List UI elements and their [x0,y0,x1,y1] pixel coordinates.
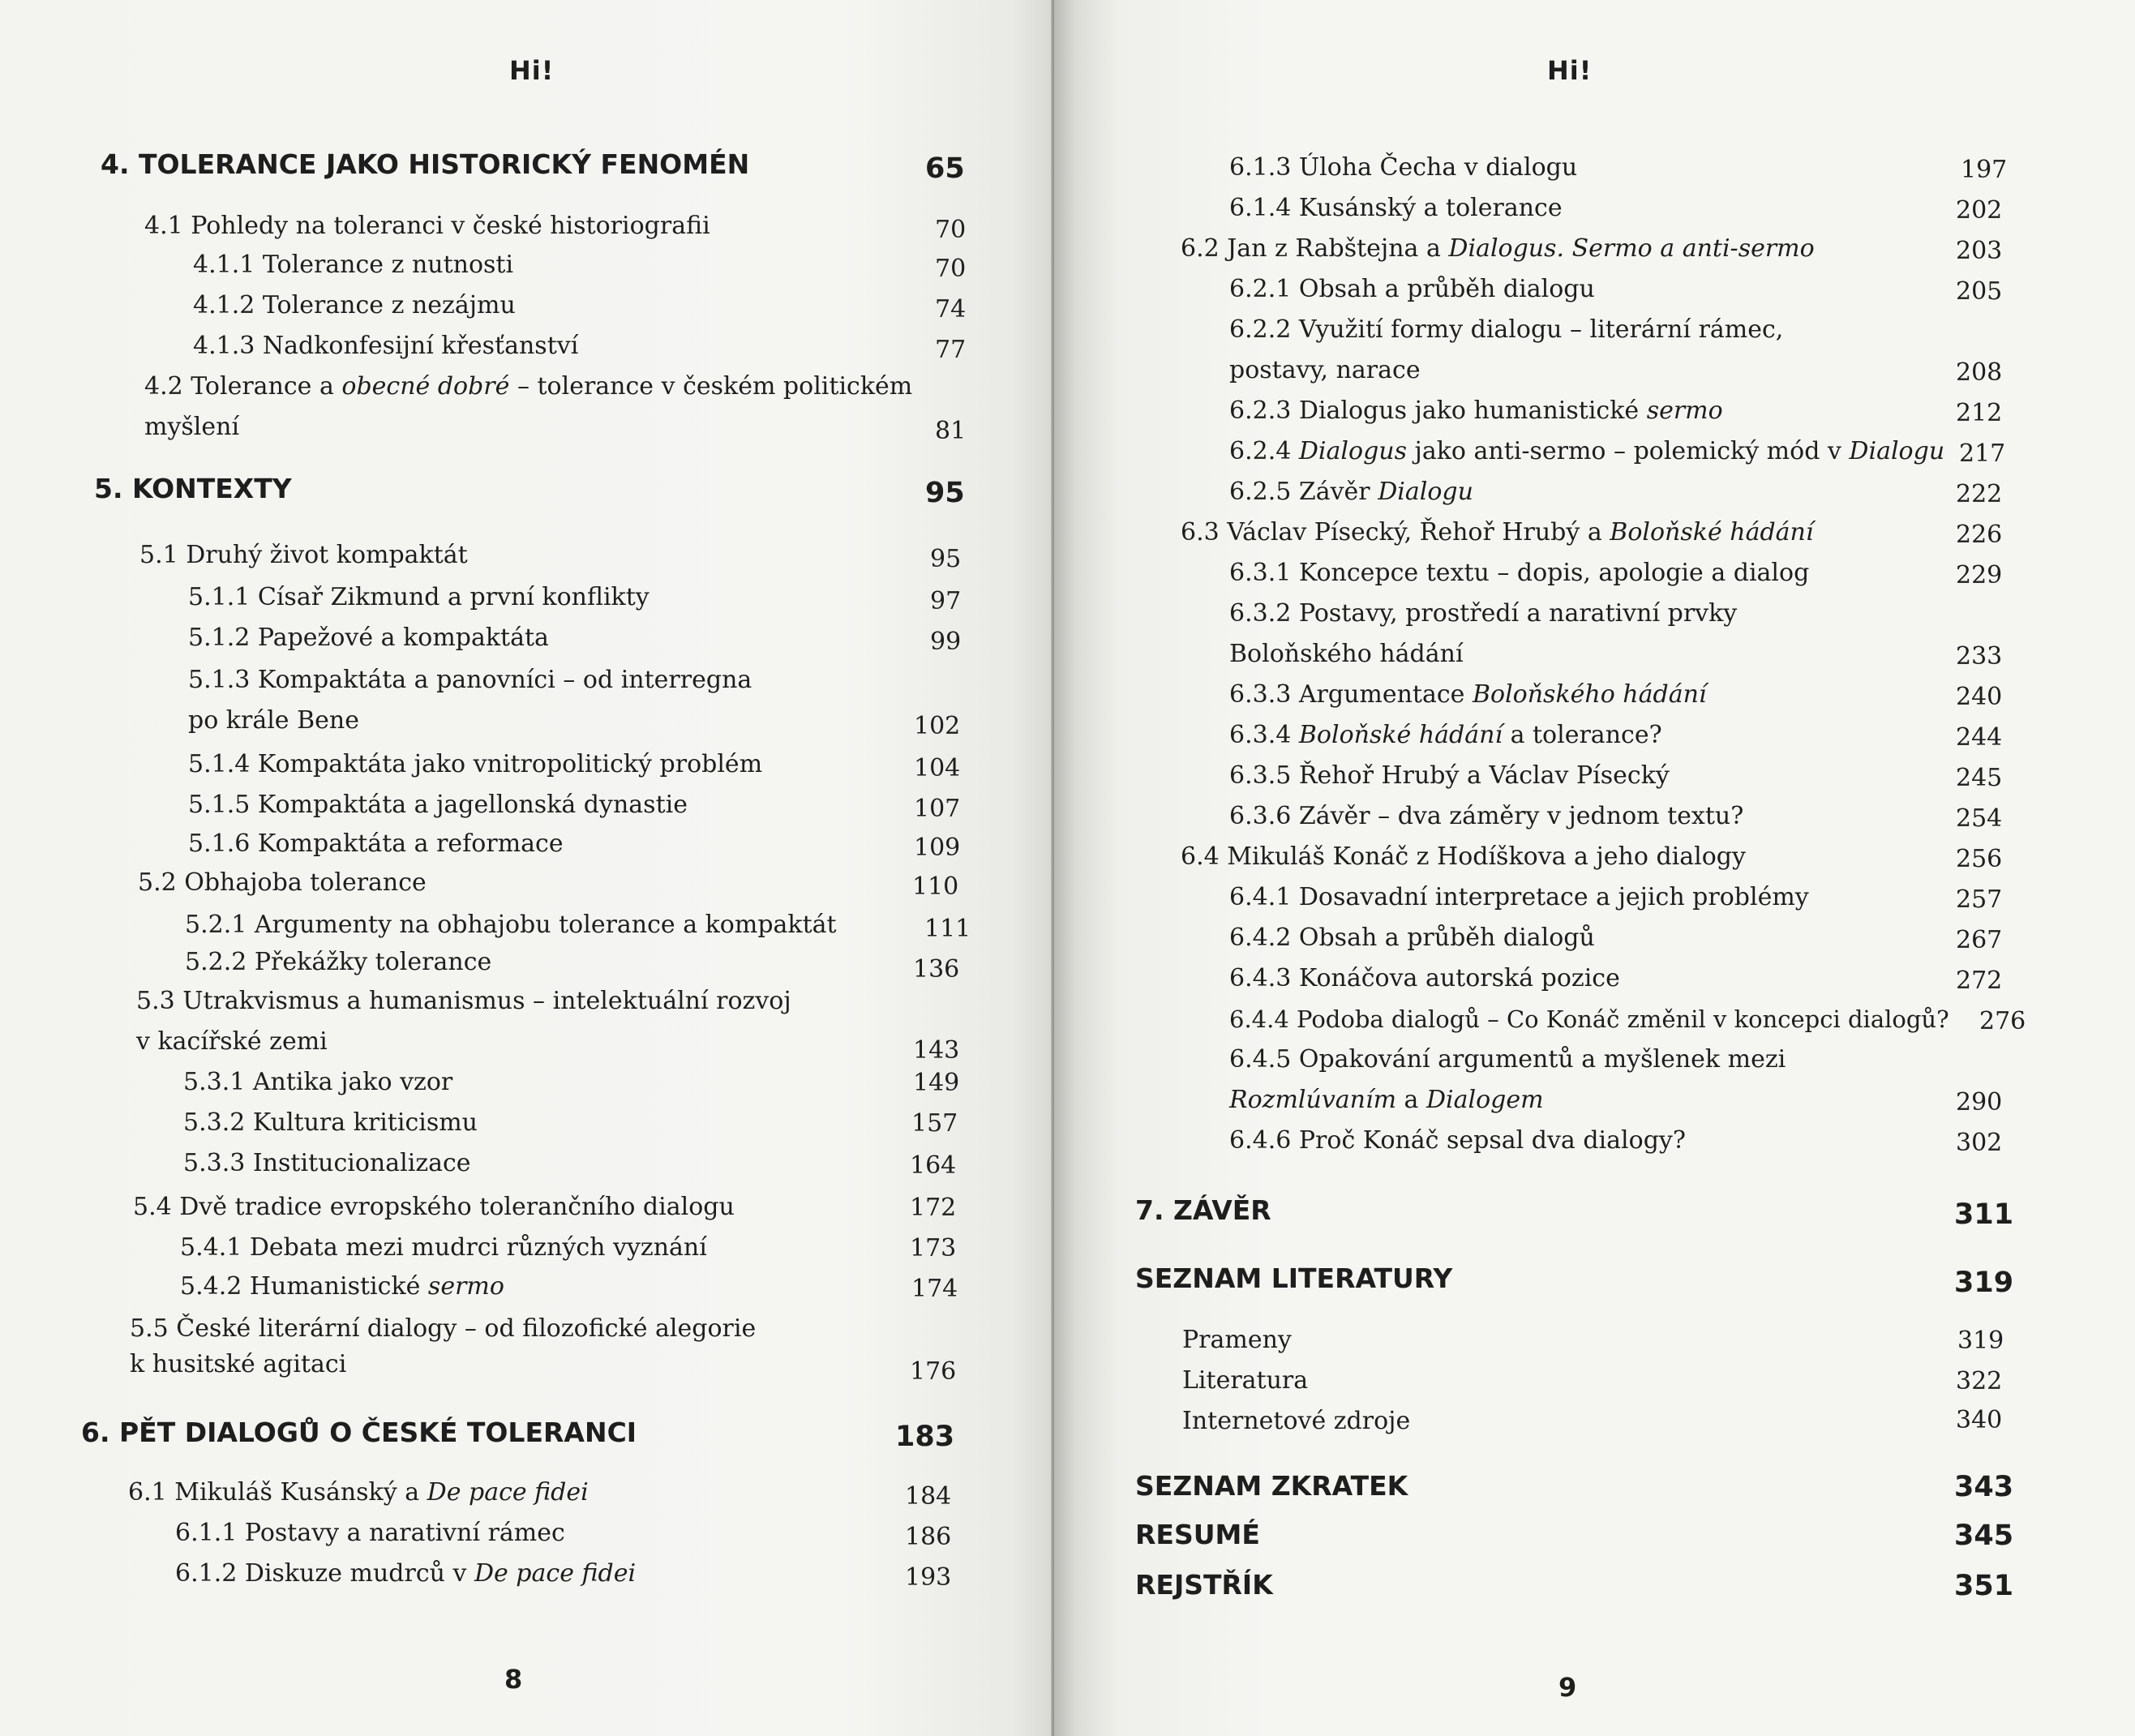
toc-page-number: 244 [1956,723,2003,752]
toc-page-number: 203 [1956,237,2003,265]
toc-entry-title: 6.1.4 Kusánský a tolerance [1229,194,1563,222]
toc-entry-title: 4.1 Pohledy na toleranci v české historiografii [144,212,710,240]
toc-page-number: 193 [905,1563,952,1592]
toc-entry-title: 6.4.1 Dosavadní interpretace a jejich problémy [1229,883,1809,911]
toc-entry-title: 4.2 Tolerance a obecné dobré – tolerance v českém politickém [144,372,913,401]
toc-entry-title-line2: postavy, narace [1229,356,1421,384]
toc-entry-title: 6.2.4 Dialogus jako anti-sermo – polemický mód v Dialogu [1229,437,1945,465]
page-number: 8 [504,1664,523,1695]
toc-entry-title: 6.1.1 Postavy a narativní rámec [175,1519,565,1547]
toc-page-number: 173 [910,1234,957,1262]
toc-page-number: 345 [1954,1520,2014,1552]
toc-entry-title: 6.3.5 Řehoř Hrubý a Václav Písecký [1229,761,1670,790]
toc-page-number: 197 [1961,156,2008,184]
toc-entry-title: 5.4.1 Debata mezi mudrci různých vyznání [180,1233,707,1262]
toc-entry-title: 5.1.2 Papežové a kompaktáta [188,624,549,652]
toc-page-number: 95 [930,545,962,573]
toc-page-number: 202 [1956,196,2003,225]
toc-entry-title: Internetové zdroje [1182,1407,1411,1435]
toc-entry-title: 5.3.3 Institucionalizace [183,1149,471,1177]
toc-entry-title: 5.3.2 Kultura kriticismu [183,1108,478,1137]
toc-page-number: 81 [935,417,967,445]
toc-entry-title: 7. ZÁVĚR [1135,1194,1271,1226]
toc-page-number: 267 [1956,926,2003,954]
toc-entry-title: 6.3.4 Boloňské hádání a tolerance? [1229,721,1662,749]
toc-page-number: 70 [935,216,967,244]
toc-entry-title: 5.1.6 Kompaktáta a reformace [188,829,564,858]
toc-entry-title: 6.3.6 Závěr – dva záměry v jednom textu? [1229,802,1744,830]
running-head: Hi! [509,55,555,86]
toc-entry-title-line2: Boloňského hádání [1229,640,1464,668]
toc-entry-title: 6.3.1 Koncepce textu – dopis, apologie a dialog [1229,559,1810,587]
toc-entry-title: 5.3 Utrakvismus a humanismus – intelektuální rozvoj [136,987,791,1015]
toc-page-number: 257 [1956,885,2003,914]
toc-entry-title: 6.2.5 Závěr Dialogu [1229,478,1473,506]
toc-entry-title: 5.1.4 Kompaktáta jako vnitropolitický problém [188,750,763,778]
toc-page-number: 157 [911,1109,958,1138]
toc-entry-title: 6.4.6 Proč Konáč sepsal dva dialogy? [1229,1126,1686,1155]
toc-page-number: 222 [1956,480,2003,508]
running-head: Hi! [1547,55,1593,86]
toc-page-number: 99 [930,628,962,656]
toc-page-number: 109 [914,834,961,862]
toc-page-number: 107 [914,795,961,823]
toc-entry-title: 6. PĚT DIALOGŮ O ČESKÉ TOLERANCI [81,1417,637,1448]
toc-entry-title: 6.2.2 Využití formy dialogu – literární rámec, [1229,315,1784,344]
toc-entry-title: 5.2.1 Argumenty na obhajobu tolerance a kompaktát [185,911,837,939]
toc-entry-title: SEZNAM ZKRATEK [1135,1470,1408,1502]
toc-page-number: 172 [910,1194,957,1222]
toc-page-number: 143 [913,1036,960,1065]
toc-entry-title: SEZNAM LITERATURY [1135,1262,1453,1294]
toc-entry-title: 6.2 Jan z Rabštejna a Dialogus. Sermo a anti-sermo [1181,234,1815,263]
toc-page-number: 77 [935,336,967,364]
toc-entry-title: 6.4.2 Obsah a průběh dialogů [1229,924,1595,952]
toc-entry-title: 5.3.1 Antika jako vzor [183,1068,453,1096]
toc-page-number: 95 [925,477,965,509]
toc-page-number: 174 [911,1275,958,1303]
toc-entry-title: 5.2 Obhajoba tolerance [138,868,427,897]
toc-entry-title: 6.2.1 Obsah a průběh dialogu [1229,275,1595,303]
toc-entry-title: 5.2.2 Překážky tolerance [185,948,492,976]
toc-page-number: 70 [935,255,967,283]
toc-entry-title-line2: v kacířské zemi [136,1027,328,1056]
toc-entry-title: 6.4.3 Konáčova autorská pozice [1229,964,1620,992]
toc-entry-title-line2: myšlení [144,413,240,441]
toc-entry-title: RESUMÉ [1135,1519,1260,1550]
toc-page-number: 104 [914,754,961,782]
toc-page-number: 217 [1959,439,2006,468]
toc-entry-title: 4.1.2 Tolerance z nezájmu [193,291,516,319]
toc-page-number: 74 [935,295,967,324]
toc-page-number: 111 [924,915,971,943]
toc-page-number: 319 [1957,1327,2004,1355]
toc-entry-title: 4. TOLERANCE JAKO HISTORICKÝ FENOMÉN [101,148,750,180]
toc-page-number: 208 [1956,358,2003,387]
toc-entry-title: 5. KONTEXTY [94,473,292,504]
toc-page-number: 351 [1954,1570,2014,1602]
toc-entry-title: 6.2.3 Dialogus jako humanistické sermo [1229,396,1723,425]
toc-entry-title: 5.1.1 Císař Zikmund a první konflikty [188,583,650,611]
toc-page-number: 311 [1954,1198,2014,1231]
toc-entry-title-line2: Rozmlúvaním a Dialogem [1229,1086,1544,1114]
toc-entry-title: 6.4.4 Podoba dialogů – Co Konáč změnil v koncepci dialogů? [1229,1005,1949,1033]
toc-entry-title: 6.4.5 Opakování argumentů a myšlenek mezi [1229,1045,1786,1074]
toc-page-number: 340 [1956,1406,2003,1434]
toc-page-number: 183 [895,1421,955,1453]
toc-page-number: 110 [912,872,959,901]
toc-entry-title: Prameny [1182,1326,1292,1354]
page-number: 9 [1558,1672,1577,1703]
toc-entry-title: 4.1.1 Tolerance z nutnosti [193,251,514,279]
toc-entry-title: 5.1.5 Kompaktáta a jagellonská dynastie [188,791,688,819]
toc-entry-title: 6.1 Mikuláš Kusánský a De pace fidei [128,1478,589,1507]
toc-entry-title: 6.3 Václav Písecký, Řehoř Hrubý a Boloňské hádání [1181,518,1814,547]
toc-entry-title: 5.4 Dvě tradice evropského tolerančního dialogu [133,1193,735,1221]
toc-page-number: 205 [1956,277,2003,306]
toc-page-number: 176 [910,1357,957,1386]
toc-page-number: 136 [913,955,960,984]
toc-page-number: 276 [1979,1007,2026,1035]
toc-page-number: 149 [913,1069,960,1097]
toc-entry-title: 6.3.3 Argumentace Boloňského hádání [1229,680,1707,709]
toc-page-number: 97 [930,587,962,615]
toc-page-number: 184 [905,1482,952,1511]
toc-page-number: 65 [925,152,965,185]
toc-entry-title: 4.1.3 Nadkonfesijní křesťanství [193,332,579,360]
toc-entry-title: Literatura [1182,1366,1309,1395]
toc-entry-title-line2: po krále Bene [188,706,359,735]
toc-page-number: 233 [1956,642,2003,671]
toc-entry-title: 6.4 Mikuláš Konáč z Hodíškova a jeho dialogy [1181,842,1746,871]
toc-page-number: 322 [1956,1367,2003,1395]
toc-entry-title-line2: k husitské agitaci [130,1350,347,1378]
toc-entry-title: REJSTŘÍK [1135,1569,1273,1601]
right-page [1054,0,2135,1736]
toc-page-number: 212 [1956,399,2003,427]
toc-page-number: 343 [1954,1471,2014,1503]
toc-entry-title: 5.5 České literární dialogy – od filozofické alegorie [130,1314,757,1343]
toc-entry-title: 6.3.2 Postavy, prostředí a narativní prvky [1229,599,1738,628]
toc-page-number: 240 [1956,683,2003,711]
toc-entry-title: 5.1 Druhý život kompaktát [139,541,468,569]
toc-page-number: 254 [1956,804,2003,833]
toc-entry-title: 6.1.3 Úloha Čecha v dialogu [1229,153,1578,182]
toc-page-number: 302 [1956,1129,2003,1157]
toc-page-number: 272 [1956,967,2003,995]
toc-entry-title: 5.4.2 Humanistické sermo [180,1272,504,1301]
left-page [0,0,1054,1736]
toc-page-number: 319 [1954,1267,2014,1299]
toc-page-number: 164 [910,1151,957,1180]
toc-page-number: 226 [1956,521,2003,549]
toc-page-number: 290 [1956,1088,2003,1117]
toc-page-number: 186 [905,1523,952,1551]
toc-page-number: 229 [1956,561,2003,589]
toc-entry-title: 6.1.2 Diskuze mudrců v De pace fidei [175,1559,637,1588]
toc-page-number: 245 [1956,764,2003,792]
toc-page-number: 102 [914,712,961,740]
toc-page-number: 256 [1956,845,2003,873]
toc-entry-title: 5.1.3 Kompaktáta a panovníci – od interregna [188,666,752,694]
